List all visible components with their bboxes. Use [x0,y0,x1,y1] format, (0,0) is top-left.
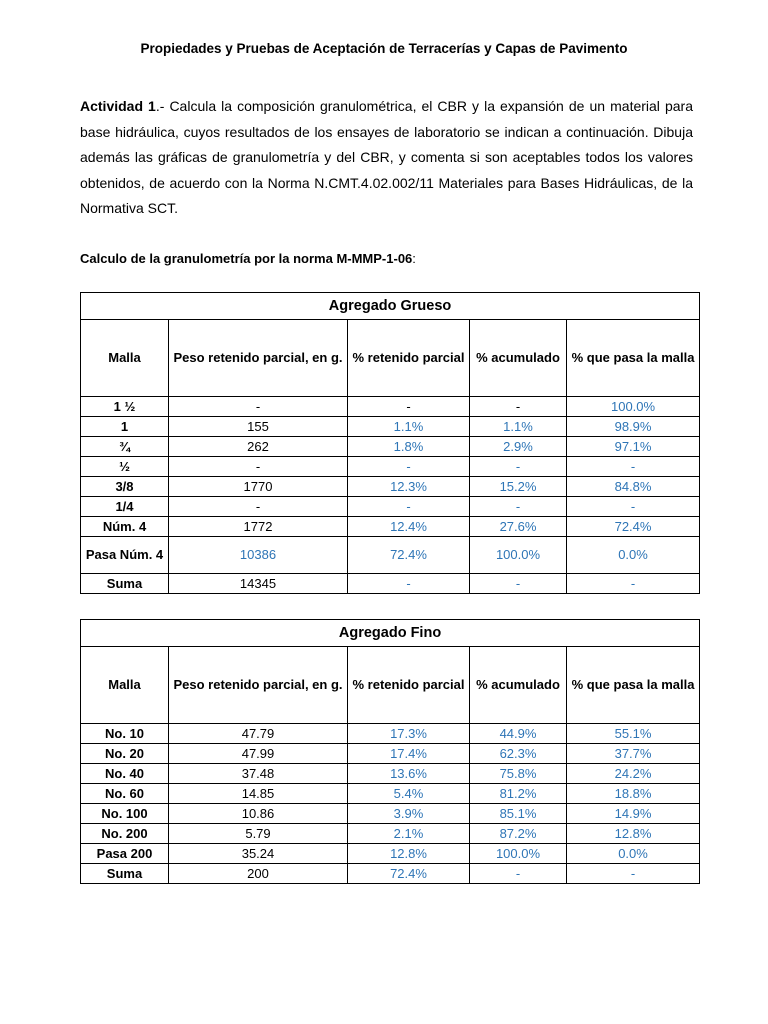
table-row [81,724,700,744]
cell-malla: Pasa 200 [81,844,169,864]
header-malla: Malla [81,647,169,724]
cell-pasa: 100.0% [567,397,700,417]
cell-pasa: 0.0% [567,537,700,574]
cell-retenido: 1.8% [348,437,470,457]
cell-malla: Pasa Núm. 4 [81,537,169,574]
table-row [81,457,700,477]
table-row [81,417,700,437]
cell-malla: Núm. 4 [81,517,169,537]
cell-retenido: - [348,397,470,417]
cell-acumulado: 87.2% [470,824,567,844]
coarse-table-title: Agregado Grueso [81,293,700,320]
cell-pasa: - [567,497,700,517]
cell-malla: No. 100 [81,804,169,824]
cell-acumulado: 75.8% [470,764,567,784]
fine-table-title: Agregado Fino [81,620,700,647]
cell-pasa: 72.4% [567,517,700,537]
cell-peso: 10386 [169,537,348,574]
cell-malla: No. 20 [81,744,169,764]
cell-pasa: 84.8% [567,477,700,497]
cell-pasa: 97.1% [567,437,700,457]
cell-retenido: 12.3% [348,477,470,497]
table-row [81,437,700,457]
header-retenido: % retenido parcial [348,320,470,397]
cell-peso: 262 [169,437,348,457]
cell-acumulado: 1.1% [470,417,567,437]
table-row [81,497,700,517]
cell-retenido: 2.1% [348,824,470,844]
cell-peso: 155 [169,417,348,437]
cell-malla: 3/8 [81,477,169,497]
section-heading [80,251,416,266]
table-row [81,784,700,804]
coarse-aggregate-table [80,292,700,594]
cell-peso: 47.99 [169,744,348,764]
cell-retenido: - [348,497,470,517]
cell-malla: ¾ [81,437,169,457]
header-pasa: % que pasa la malla [567,320,700,397]
section-heading-text: Calculo de la granulometría por la norma M-MMP-1-06 [80,251,413,266]
cell-pasa: 14.9% [567,804,700,824]
table-row [81,397,700,417]
table-row [81,844,700,864]
table-row [81,537,700,574]
cell-acumulado: 100.0% [470,844,567,864]
cell-malla: No. 60 [81,784,169,804]
cell-malla: ½ [81,457,169,477]
cell-peso: 14.85 [169,784,348,804]
cell-retenido: 3.9% [348,804,470,824]
cell-pasa: 12.8% [567,824,700,844]
cell-acumulado: 2.9% [470,437,567,457]
cell-acumulado: - [470,397,567,417]
cell-malla: 1 [81,417,169,437]
header-retenido: % retenido parcial [348,647,470,724]
cell-peso: 1770 [169,477,348,497]
cell-peso: 37.48 [169,764,348,784]
cell-acumulado: - [470,457,567,477]
cell-pasa: 24.2% [567,764,700,784]
cell-acumulado: 81.2% [470,784,567,804]
cell-peso: 5.79 [169,824,348,844]
header-pasa: % que pasa la malla [567,647,700,724]
cell-retenido: 17.4% [348,744,470,764]
cell-retenido: 5.4% [348,784,470,804]
table-row [81,744,700,764]
activity-text: .- Calcula la composición granulométrica, el CBR y la expansión de un material para base hidráulica, cuyos resultados de los ensayes de laboratorio se indican a continuación. Dibuja además las gráficas de granulometría y del CBR, y comenta si son aceptables todos los valores obtenidos, de acuerdo con la Norma N.CMT.4.02.002/11 Materiales para Bases Hidráulicas, de la Normativa SCT. [80,98,693,216]
cell-retenido: 72.4% [348,864,470,884]
cell-pasa: 55.1% [567,724,700,744]
cell-retenido: 12.8% [348,844,470,864]
cell-pasa: 98.9% [567,417,700,437]
cell-pasa: - [567,574,700,594]
table-row [81,824,700,844]
cell-pasa: 0.0% [567,844,700,864]
cell-peso: 200 [169,864,348,884]
table-row [81,764,700,784]
table-row [81,517,700,537]
cell-peso: 47.79 [169,724,348,744]
cell-acumulado: 15.2% [470,477,567,497]
cell-retenido: - [348,574,470,594]
cell-retenido: 12.4% [348,517,470,537]
cell-malla: Suma [81,574,169,594]
cell-malla: Suma [81,864,169,884]
page-title: Propiedades y Pruebas de Aceptación de Terracerías y Capas de Pavimento [140,41,628,56]
cell-peso: 14345 [169,574,348,594]
cell-pasa: - [567,864,700,884]
cell-retenido: 13.6% [348,764,470,784]
cell-acumulado: 44.9% [470,724,567,744]
table-row [81,574,700,594]
cell-malla: 1/4 [81,497,169,517]
header-acumulado: % acumulado [470,320,567,397]
activity-label: Actividad 1 [80,98,156,114]
cell-acumulado: 85.1% [470,804,567,824]
cell-acumulado: 27.6% [470,517,567,537]
cell-acumulado: - [470,864,567,884]
fine-aggregate-table [80,619,700,884]
activity-paragraph [80,94,693,222]
cell-malla: No. 200 [81,824,169,844]
cell-acumulado: - [470,574,567,594]
cell-malla: No. 10 [81,724,169,744]
coarse-header-row [81,320,700,397]
cell-acumulado: 62.3% [470,744,567,764]
cell-pasa: 37.7% [567,744,700,764]
cell-retenido: - [348,457,470,477]
cell-pasa: - [567,457,700,477]
header-peso: Peso retenido parcial, en g. [169,647,348,724]
cell-peso: 35.24 [169,844,348,864]
table-row [81,477,700,497]
cell-peso: - [169,497,348,517]
cell-retenido: 17.3% [348,724,470,744]
cell-peso: 10.86 [169,804,348,824]
cell-pasa: 18.8% [567,784,700,804]
fine-header-row [81,647,700,724]
header-peso: Peso retenido parcial, en g. [169,320,348,397]
cell-peso: 1772 [169,517,348,537]
header-acumulado: % acumulado [470,647,567,724]
cell-peso: - [169,397,348,417]
cell-retenido: 1.1% [348,417,470,437]
cell-peso: - [169,457,348,477]
table-row [81,864,700,884]
cell-retenido: 72.4% [348,537,470,574]
section-heading-colon: : [412,251,416,266]
cell-malla: No. 40 [81,764,169,784]
cell-malla: 1 ½ [81,397,169,417]
table-row [81,804,700,824]
cell-acumulado: 100.0% [470,537,567,574]
header-malla: Malla [81,320,169,397]
cell-acumulado: - [470,497,567,517]
